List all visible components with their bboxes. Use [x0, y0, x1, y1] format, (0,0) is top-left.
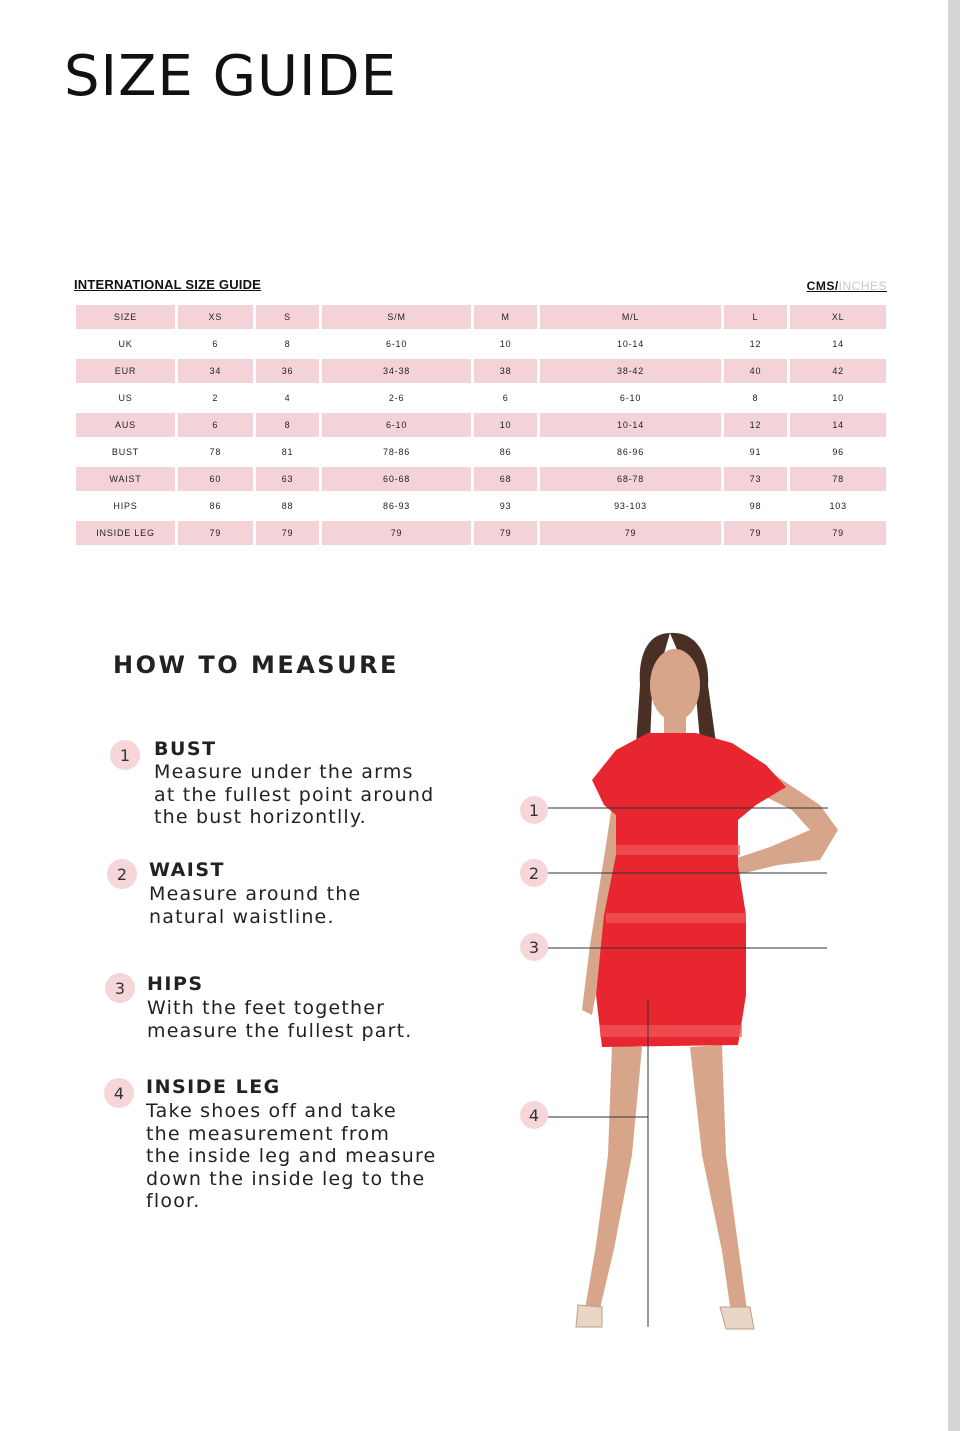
size-table-cell: 86-93: [383, 501, 411, 511]
marker-label: 2: [528, 864, 540, 883]
size-table-row-label: BUST: [111, 447, 140, 457]
size-table-row-label: EUR: [76, 359, 175, 383]
step-description-line: With the feet together: [147, 997, 386, 1019]
step-description-line: floor.: [146, 1190, 201, 1212]
size-table-cell: 68-78: [540, 467, 720, 491]
units-cms[interactable]: CMS/: [806, 279, 839, 293]
size-table-cell: 40: [724, 359, 788, 383]
size-table-cell: 79: [178, 521, 253, 545]
size-table-row: [76, 494, 886, 518]
size-table-cell: 86: [209, 501, 222, 511]
size-table-cell: 12: [749, 339, 762, 349]
size-table-header: [74, 277, 887, 297]
size-table-cell: 2: [212, 393, 219, 403]
page-title: SIZE GUIDE: [64, 44, 398, 109]
size-table-cell: 10-14: [540, 413, 720, 437]
dress-lace-band: [616, 845, 740, 855]
model-dress: [592, 733, 786, 1047]
size-table-cell: 6: [502, 393, 509, 403]
size-table-cell: 73: [724, 467, 788, 491]
size-table-cell: 86-96: [617, 447, 645, 457]
marker-3: [520, 933, 548, 961]
size-table-cell: 63: [256, 467, 320, 491]
size-table-cell: 78: [209, 447, 222, 457]
size-table-cell: 79: [322, 521, 470, 545]
size-table-cell: 78-86: [383, 447, 411, 457]
size-table-cell: 14: [790, 413, 886, 437]
step-description-line: natural waistline.: [149, 905, 335, 928]
size-table-cell: 38: [474, 359, 538, 383]
step-description-line: Measure under the arms: [154, 761, 414, 783]
step-description: [154, 761, 434, 829]
size-table-cell: 36: [256, 359, 320, 383]
size-table-cell: 34: [178, 359, 253, 383]
size-table-cell: S/M: [322, 305, 470, 329]
size-table-title: INTERNATIONAL SIZE GUIDE: [74, 277, 262, 292]
size-table-cell: XS: [178, 305, 253, 329]
size-table-cell: 93: [499, 501, 512, 511]
size-table-cell: 6: [178, 413, 253, 437]
size-table-row-label: US: [118, 393, 133, 403]
step-description-line: measure the fullest part.: [147, 1019, 413, 1042]
step-description: [146, 1100, 436, 1213]
marker-label: 3: [528, 938, 540, 957]
size-table-cell: 6-10: [322, 413, 470, 437]
size-table-cell: 60: [178, 467, 253, 491]
size-table-cell: 79: [790, 521, 886, 545]
size-table-row: [76, 440, 886, 464]
size-table-cell: 91: [749, 447, 762, 457]
size-table-cell: 93-103: [614, 501, 647, 511]
size-table-cell: 88: [281, 501, 294, 511]
model-shoe-left: [576, 1305, 602, 1327]
size-table-cell: 34-38: [322, 359, 470, 383]
size-table-cell: 4: [284, 393, 291, 403]
step-number-badge: 3: [105, 973, 135, 1003]
size-table-cell: 79: [724, 521, 788, 545]
model-leg-left: [584, 1045, 642, 1317]
model-leg-right: [690, 1045, 748, 1320]
model-shoe-right: [720, 1307, 754, 1329]
size-table-row-label: INSIDE LEG: [76, 521, 175, 545]
step-description-line: Take shoes off and take: [146, 1100, 397, 1122]
step-description-line: the inside leg and measure: [146, 1145, 437, 1167]
size-table-cell: M: [474, 305, 538, 329]
marker-1: [520, 796, 548, 824]
step-description-line: the bust horizontlly.: [154, 806, 367, 828]
size-table-cell: 42: [790, 359, 886, 383]
size-table-cell: 12: [724, 413, 788, 437]
step-description-line: at the fullest point around: [154, 783, 435, 806]
step-number-badge: 1: [110, 740, 140, 770]
step-title: WAIST: [149, 859, 226, 881]
size-table-cell: 10: [832, 393, 844, 403]
marker-2: [520, 859, 548, 887]
size-table-cell: 79: [256, 521, 320, 545]
size-table-cell: 8: [284, 339, 291, 349]
size-table-row-label: UK: [118, 339, 133, 349]
size-table-cell: M/L: [540, 305, 720, 329]
size-table-cell: 103: [829, 501, 847, 511]
size-table-cell: 38-42: [540, 359, 720, 383]
step-title: INSIDE LEG: [146, 1076, 281, 1098]
size-table-row-label: SIZE: [76, 305, 175, 329]
size-table-row-label: AUS: [76, 413, 175, 437]
size-table-cell: 10: [499, 339, 512, 349]
size-table-row: [76, 467, 886, 491]
dress-lace-band: [600, 1025, 742, 1037]
size-table-cell: XL: [790, 305, 886, 329]
size-table-cell: 81: [281, 447, 294, 457]
model-figure: [520, 615, 840, 1340]
size-table-cell: 86: [499, 447, 512, 457]
size-table-cell: 79: [540, 521, 720, 545]
scrollbar[interactable]: [948, 0, 960, 1431]
step-description-line: down the inside leg to the: [146, 1167, 426, 1190]
size-table-cell: 68: [474, 467, 538, 491]
step-description: [149, 883, 361, 928]
size-table-row: [76, 305, 886, 329]
size-table-row: [76, 413, 886, 437]
step-title: BUST: [154, 738, 217, 760]
marker-4: [520, 1101, 548, 1129]
size-table-row: [76, 386, 886, 410]
size-table-cell: 6-10: [619, 393, 642, 403]
size-table-cell: 14: [832, 339, 844, 349]
size-table-row: [76, 521, 886, 545]
step-description-line: the measurement from: [146, 1122, 391, 1145]
size-table-cell: 98: [749, 501, 762, 511]
dress-lace-band: [606, 913, 746, 923]
step-number-badge: 4: [104, 1078, 134, 1108]
how-to-measure-title: HOW TO MEASURE: [113, 651, 399, 679]
size-table: [73, 302, 889, 548]
size-table-cell: 6: [212, 339, 219, 349]
size-table-cell: 10: [474, 413, 538, 437]
step-title: HIPS: [147, 973, 204, 995]
size-table-cell: 2-6: [388, 393, 405, 403]
size-table-cell: 8: [256, 413, 320, 437]
size-table-row: [76, 332, 886, 356]
size-table-cell: 79: [474, 521, 538, 545]
size-table-row-label: HIPS: [113, 501, 138, 511]
model-head: [650, 649, 700, 721]
size-table-cell: 96: [832, 447, 844, 457]
size-table-cell: 6-10: [385, 339, 408, 349]
size-table-cell: 60-68: [322, 467, 470, 491]
marker-label: 4: [528, 1106, 540, 1125]
step-description-line: Measure around the: [149, 883, 362, 905]
size-table-cell: L: [724, 305, 788, 329]
size-table-cell: S: [256, 305, 320, 329]
step-number-badge: 2: [107, 859, 137, 889]
size-table-cell: 8: [752, 393, 759, 403]
size-table-row-label: WAIST: [76, 467, 175, 491]
units-toggle[interactable]: [807, 279, 887, 293]
marker-label: 1: [528, 801, 540, 820]
size-table-row: [76, 359, 886, 383]
size-table-cell: 78: [790, 467, 886, 491]
units-inches[interactable]: INCHES: [838, 279, 887, 293]
step-description: [147, 997, 413, 1042]
size-table-cell: 10-14: [617, 339, 645, 349]
